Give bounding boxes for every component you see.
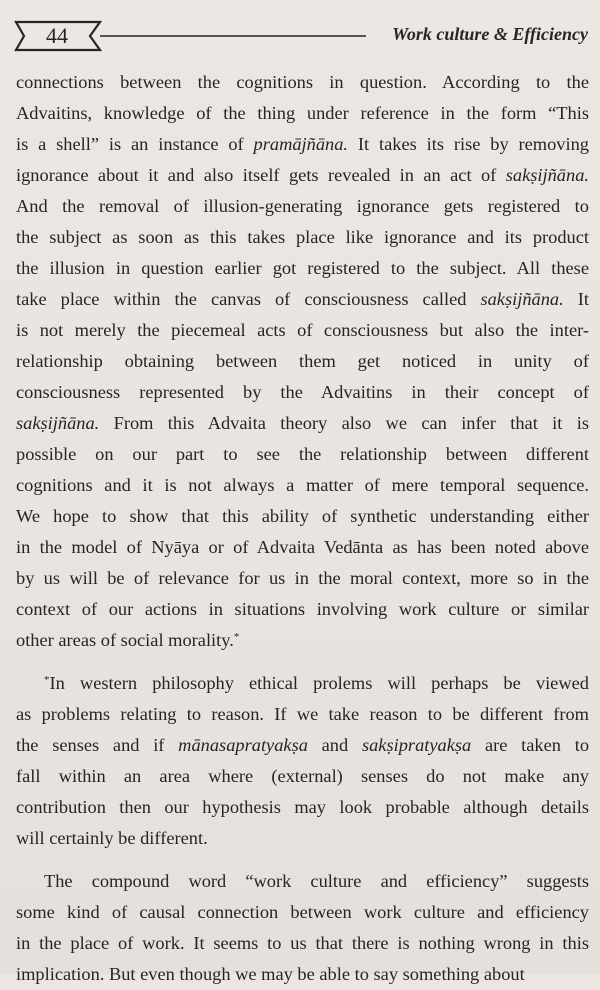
- text-line: [16, 959, 589, 990]
- text-run: consciousness represented by the Advaitins in their concept of: [16, 382, 589, 402]
- text-line: [16, 346, 589, 377]
- text-line: [16, 284, 589, 315]
- spacer: [16, 854, 589, 866]
- paragraph-1: [16, 67, 589, 656]
- text-line: [16, 129, 589, 160]
- text-line: [16, 377, 589, 408]
- text-line: [16, 408, 589, 439]
- text-run: some kind of causal connection between work culture and efficiency: [16, 902, 589, 922]
- text-run: And the removal of illusion-generating ignorance gets registered to: [16, 196, 589, 216]
- text-line: [16, 928, 589, 959]
- text-run: The compound word “work culture and efficiency” suggests: [44, 871, 589, 891]
- text-run: It: [563, 289, 589, 309]
- italic-term: sakṣipratyakṣa: [361, 735, 472, 755]
- text-line: [16, 563, 589, 594]
- page-number: 44: [46, 23, 68, 48]
- footnote-reference: *: [233, 631, 240, 643]
- body-text: [16, 67, 589, 990]
- text-run: context of our actions in situations involving work culture or similar: [16, 599, 589, 619]
- text-run: We hope to show that this ability of synthetic understanding either: [16, 506, 589, 526]
- text-run: contribution then our hypothesis may look probable although details: [16, 797, 589, 817]
- italic-term: sakṣijñāna.: [505, 165, 589, 185]
- text-line: [16, 730, 589, 761]
- footnote: [16, 668, 589, 854]
- text-line: [16, 532, 589, 563]
- text-run: and: [307, 735, 362, 755]
- text-run: the senses and if: [16, 735, 179, 755]
- italic-term: sakṣijñāna.: [16, 413, 100, 433]
- italic-term: sakṣijñāna.: [480, 289, 564, 309]
- text-line: [16, 625, 589, 656]
- text-run: the subject as soon as this takes place like ignorance and its product: [16, 227, 589, 247]
- text-run: fall within an area where (external) senses do not make any: [16, 766, 589, 786]
- text-run: relationship obtaining between them get noticed in unity of: [16, 351, 589, 371]
- text-line: [16, 470, 589, 501]
- text-line: [16, 315, 589, 346]
- text-run: by us will be of relevance for us in the moral context, more so in the: [16, 568, 589, 588]
- text-run: From this Advaita theory also we can infer that it is: [99, 413, 589, 433]
- text-line: [16, 501, 589, 532]
- text-line: [16, 191, 589, 222]
- footnote-marker: *: [44, 674, 50, 686]
- text-line: [16, 160, 589, 191]
- text-line: [16, 761, 589, 792]
- text-line: [16, 98, 589, 129]
- running-head: Work culture & Efficiency: [392, 24, 588, 44]
- text-run: take place within the canvas of consciousness called: [16, 289, 481, 309]
- text-run: connections between the cognitions in question. According to the: [16, 72, 589, 92]
- text-run: is a shell” is an instance of: [16, 134, 254, 154]
- text-line: [16, 253, 589, 284]
- text-run: In western philosophy ethical prolems will perhaps be viewed: [49, 673, 589, 693]
- text-line: [16, 439, 589, 470]
- text-run: is not merely the piecemeal acts of consciousness but also the inter-: [16, 320, 589, 340]
- spacer: [16, 656, 589, 668]
- text-run: in the place of work. It seems to us that there is nothing wrong in this: [16, 933, 589, 953]
- text-line: [16, 792, 589, 823]
- text-run: other areas of social morality.: [16, 630, 234, 650]
- text-run: implication. But even though we may be able to say something about: [16, 964, 525, 984]
- text-line: [16, 67, 589, 98]
- text-line: [16, 222, 589, 253]
- text-run: possible on our part to see the relationship between different: [16, 444, 589, 464]
- text-run: the illusion in question earlier got registered to the subject. All these: [16, 258, 589, 278]
- text-run: in the model of Nyāya or of Advaita Vedānta as has been noted above: [16, 537, 589, 557]
- text-line: [16, 699, 589, 730]
- text-line: [16, 594, 589, 625]
- text-run: will certainly be different.: [16, 828, 208, 848]
- paragraph-2: [16, 866, 589, 990]
- text-line: [16, 897, 589, 928]
- text-run: ignorance about it and also itself gets revealed in an act of: [16, 165, 506, 185]
- italic-term: mānasapratyakṣa: [178, 735, 308, 755]
- text-run: are taken to: [471, 735, 590, 755]
- text-line: [16, 823, 589, 854]
- text-run: as problems relating to reason. If we take reason to be different from: [16, 704, 589, 724]
- text-run: Advaitins, knowledge of the thing under reference in the form “This: [16, 103, 589, 123]
- italic-term: pramājñāna.: [253, 134, 349, 154]
- text-run: It takes its rise by removing: [348, 134, 589, 154]
- text-line: [16, 668, 589, 699]
- text-run: cognitions and it is not always a matter of mere temporal sequence.: [16, 475, 589, 495]
- text-line: [16, 866, 589, 897]
- page-header: [14, 18, 590, 56]
